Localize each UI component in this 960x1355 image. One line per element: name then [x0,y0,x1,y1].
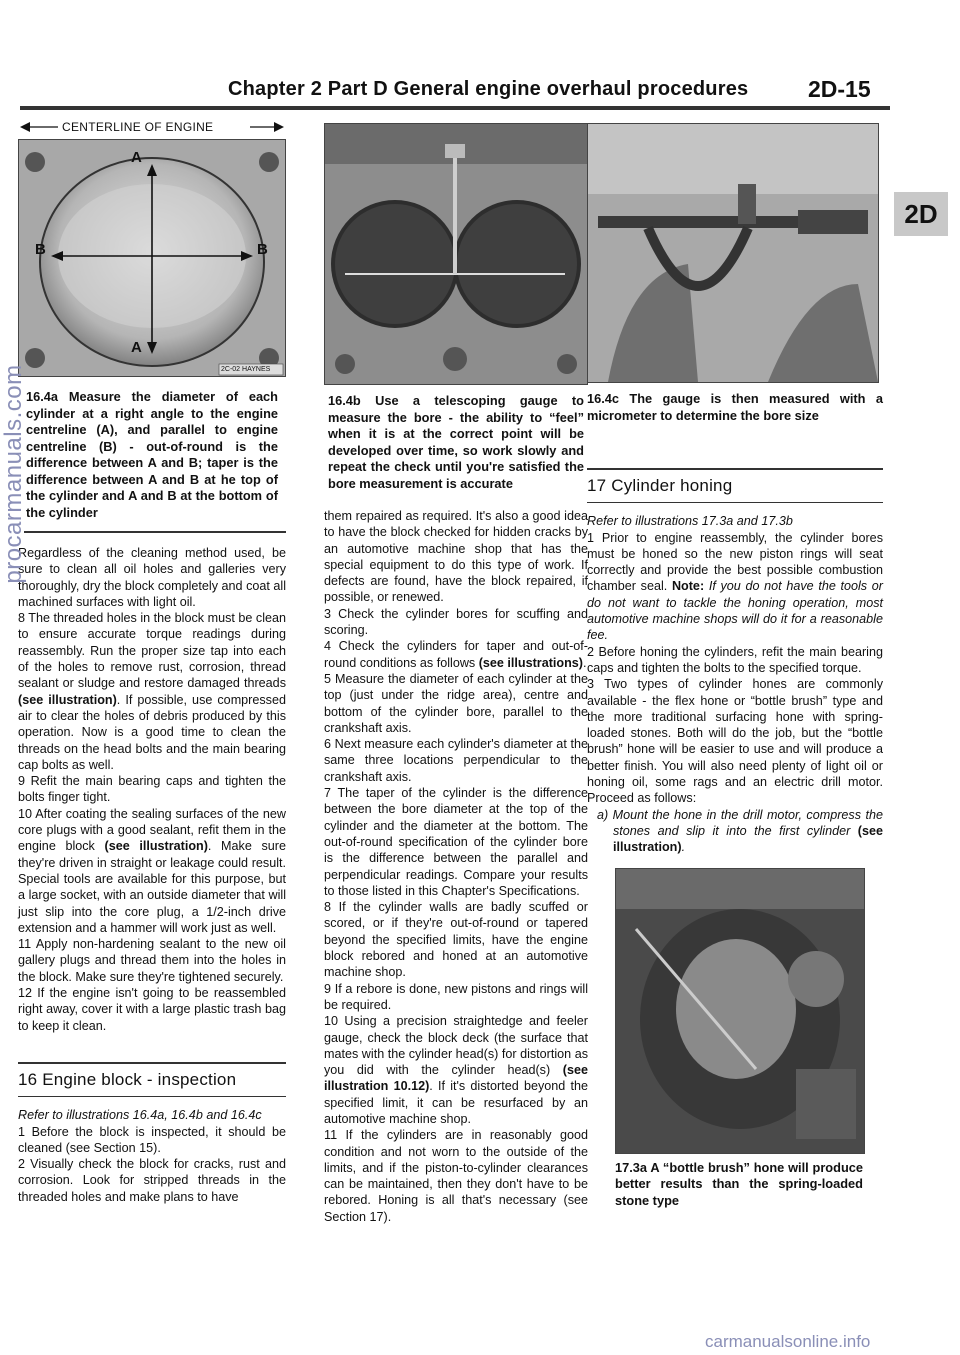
photo-bottle-brush-hone [615,868,865,1154]
s16-para-2-cont: them repaired as required. It's also a good idea to have the block checked for hidden cracks by an automotive machine shop that has the special equipment to do this type of work. If defects are found, have the block repaired, if possible, or renewed. [324,509,588,605]
s16-para-2: 2 Visually check the block for cracks, rust and corrosion. Look for stripped threads in the threaded holes and make plans to have [18,1157,286,1204]
para-cleaning: Regardless of the cleaning method used, be sure to clean all oil holes and galleries very thoroughly, dry the block completely and coat all machined surfaces with light oil. [18,546,286,609]
header-rule [20,106,890,110]
figure-16-4a [18,115,286,385]
chapter-tab: 2D [894,192,948,236]
cylinder-diagram [18,139,286,377]
photo-telescoping-gauge [324,123,588,385]
centerline-label: CENTERLINE OF ENGINE [62,120,214,134]
caption-16-4c: 16.4c The gauge is then measured with a micrometer to determine the bore size [587,391,883,423]
column-2 [324,115,588,1225]
label-a-bottom: A [131,339,142,356]
s16-para-6: 6 Next measure each cylinder's diameter at the same three locations perpendicular to the crankshaft axis. [324,737,588,784]
photo-micrometer [587,123,879,383]
s16-para-1: 1 Before the block is inspected, it should be cleaned (see Section 15). [18,1124,286,1155]
page-title: Chapter 2 Part D General engine overhaul procedures [228,78,749,100]
column-1 [18,115,286,1205]
s16-para-5: 5 Measure the diameter of each cylinder at the top (just under the ridge area), centre and bottom of the cylinder bore, parallel to the crankshaft axis. [324,671,588,735]
s16-para-4: 4 Check the cylinders for taper and out-of-round conditions as follows (see illustrations). [324,639,588,670]
telescoping-gauge-photo-icon [325,124,587,384]
refer-16: Refer to illustrations 16.4a, 16.4b and 16.4c [18,1108,262,1123]
divider [24,531,286,533]
bottom-watermark: carmanualsonline.info [705,1332,871,1351]
s16-para-3: 3 Check the cylinder bores for scuffing and scoring. [324,606,588,638]
section-16-rule-bottom [18,1096,286,1097]
s17-para-3: 3 Two types of cylinder hones are commonly available - the flex hone or “bottle brush” type and the more traditional surfacing hone with spring-loaded stones. Both will do the job, but the “bottle brush” hone will be easier to use and will produce a better finish. You will also need plenty of light oil or honing oil, some rags and an electric drill motor. Proceed as follows: [587,677,883,806]
label-b-right: B [257,241,268,258]
side-watermark: procarmanuals.com [0,364,27,584]
s16-para-11: 11 If the cylinders are in reasonably good condition and not worn to the outside of the limits, and if the piston-to-cylinder clearances can be maintained, then they don't have to be rebored. Honing is all that's necessary (see Section 17). [324,1128,588,1224]
para-10: 10 After coating the sealing surfaces of the new core plugs with a good sealant, refit them in the engine block (see illustration). Make sure they're driven in straight or leakage could result. Special tools are available for this purpose, but a large socket, with an outside diameter that will just slip into the core plug, a 1/2-inch drive extension and a hammer will work just as well. [18,806,286,935]
s16-para-8: 8 If the cylinder walls are badly scuffed or scored, or if they're out-of-round or tapered beyond the specified limits, have the engine block rebored and honed at an automotive machine shop. [324,900,588,980]
section-17-rule [587,468,883,470]
s17-para-2: 2 Before honing the cylinders, refit the main bearing caps and tighten the bolts to the specified torque. [587,644,883,675]
section-17-rule-bottom [587,502,883,503]
hone-photo-icon [616,869,864,1153]
s16-para-7: 7 The taper of the cylinder is the difference between the bore diameter at the top of the cylinder and the diameter at the bottom. The out-of-round specification of the cylinder bore is the difference between the parallel and perpendicular readings. Compare your results to those listed in this Chapter's Specifications. [324,786,588,898]
figure-code: 2C-02 HAYNES [221,366,271,373]
caption-16-4b: 16.4b Use a telescoping gauge to measure the bore - the ability to “feel” when it is at the correct point will be developed over time, so work slowly and repeat the check until you're satisfied the bore measurement is accurate [328,393,584,491]
para-8: 8 The threaded holes in the block must be clean to ensure accurate torque readings during reassembly. Run the proper size tap into each of the holes to remove rust, corrosion, thread sealant or sludge and restore damaged threads (see illustration). If possible, use compressed air to clear the holes of debris produced by this operation. Now is a good time to clean the threads on the head bolts and the main bearing cap bolts as well. [18,611,286,772]
label-a-top: A [131,149,142,166]
label-b-left: B [35,241,46,258]
section-16-title: 16 Engine block - inspection [18,1069,237,1089]
page-number: 2D-15 [808,76,871,102]
para-11: 11 Apply non-hardening sealant to the new oil gallery plugs and thread them into the holes in the block. Make sure they're tightened securely. [18,937,286,984]
para-12: 12 If the engine isn't going to be reassembled right away, cover it with a large plastic trash bag to keep it clean. [18,986,286,1033]
para-9: 9 Refit the main bearing caps and tighten the bolts finger tight. [18,774,286,805]
section-16-rule [18,1062,286,1064]
s17-step-a: a) Mount the hone in the drill motor, compress the stones and slip it into the first cylinder (see illustration). [597,807,883,855]
page-header [0,0,960,120]
s16-para-10: 10 Using a precision straightedge and feeler gauge, check the block deck (the surface that mates with the cylinder head(s) for distortion as you did with the cylinder head(s) (see illustration 10.12). If it's distorted beyond the specified limit, it can be resurfaced by an automotive machine shop. [324,1014,588,1126]
section-17-title: 17 Cylinder honing [587,476,733,495]
micrometer-photo-icon [588,124,878,382]
s17-para-1: 1 Prior to engine reassembly, the cylinder bores must be honed so the new piston rings will seat correctly and provide the best possible combustion chamber seal. Note: If you do not have the tools or do not want to tackle the honing operation, most automotive machine shops will do it for a reasonable fee. [587,530,883,643]
caption-17-3a: 17.3a A “bottle brush” hone will produce better results than the spring-loaded stone type [615,1159,863,1208]
s16-para-9: 9 If a rebore is done, new pistons and rings will be required. [324,981,588,1012]
cylinder-bore-icon [19,140,285,376]
column-3 [587,115,883,1209]
refer-17: Refer to illustrations 17.3a and 17.3b [587,514,793,529]
caption-16-4a: 16.4a Measure the diameter of each cylinder at a right angle to the engine centreline (A), and parallel to engine centreline (B) - out-of-round is the difference between A and B; taper is the difference between A and B at he top of the cylinder and A and B at the bottom of the cylinder [26,389,278,520]
